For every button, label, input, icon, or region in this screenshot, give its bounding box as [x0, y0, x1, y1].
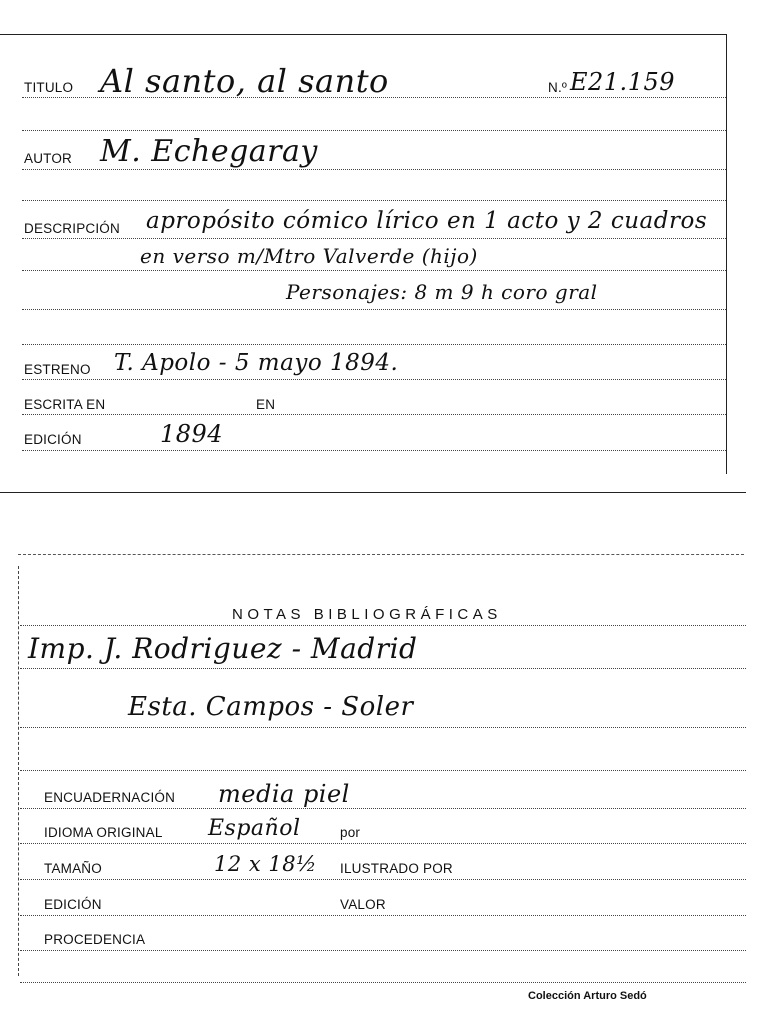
- numero-value: E21.159: [570, 68, 675, 96]
- edicion-line: [22, 450, 726, 451]
- tamano-line: [20, 879, 746, 880]
- card-border-left: [18, 566, 19, 976]
- en-label: EN: [256, 397, 276, 412]
- rule-line: [20, 727, 746, 728]
- edicion-label: EDICIÓN: [24, 432, 82, 447]
- idioma-line: [20, 843, 746, 844]
- descripcion-line-1: apropósito cómico lírico en 1 acto y 2 cuadros: [146, 208, 708, 234]
- catalog-card-back: [0, 540, 759, 1028]
- descripcion-line-3: Personajes: 8 m 9 h coro gral: [286, 280, 598, 304]
- notas-line-1: Imp. J. Rodriguez - Madrid: [28, 632, 418, 665]
- rule-line: [22, 344, 726, 345]
- tamano-label: TAMAÑO: [44, 861, 102, 876]
- escrita-line: [22, 414, 726, 415]
- descripcion-line-2: en verso m/Mtro Valverde (hijo): [140, 244, 478, 268]
- estreno-label: ESTRENO: [24, 362, 91, 377]
- ilustrado-label: ILUSTRADO POR: [340, 861, 453, 876]
- encuadernacion-value: media piel: [218, 780, 350, 808]
- descripcion-label: DESCRIPCIÓN: [24, 221, 120, 236]
- idioma-value: Español: [208, 816, 301, 841]
- coleccion-footer: Colección Arturo Sedó: [528, 990, 647, 1002]
- notas-line: [20, 625, 746, 626]
- card-border-top: [18, 554, 744, 555]
- estreno-value: T. Apolo - 5 mayo 1894.: [114, 350, 399, 376]
- edicion-line: [20, 915, 746, 916]
- procedencia-line: [20, 950, 746, 951]
- tamano-value: 12 x 18½: [214, 852, 317, 876]
- catalog-card-front: [0, 0, 759, 492]
- rule-line: [20, 668, 746, 669]
- edicion-label: EDICIÓN: [44, 897, 102, 912]
- rule-line: [22, 270, 726, 271]
- rule-line: [22, 200, 726, 201]
- card-separator: [0, 492, 746, 493]
- numero-label: N.º: [548, 80, 568, 95]
- rule-line: [22, 130, 726, 131]
- valor-label: VALOR: [340, 897, 386, 912]
- escrita-label: ESCRITA EN: [24, 397, 106, 412]
- titulo-line: [22, 97, 726, 98]
- rule-line: [20, 982, 746, 983]
- por-label: por: [340, 825, 361, 840]
- estreno-line: [22, 379, 726, 380]
- titulo-value: Al santo, al santo: [100, 62, 389, 100]
- card-border-top: [0, 34, 726, 35]
- idioma-label: IDIOMA ORIGINAL: [44, 825, 163, 840]
- encuadernacion-line: [20, 808, 746, 809]
- card-border-right: [726, 34, 727, 474]
- notas-line-2: Esta. Campos - Soler: [128, 692, 414, 722]
- notas-title: NOTAS BIBLIOGRÁFICAS: [232, 606, 502, 623]
- encuadernacion-label: ENCUADERNACIÓN: [44, 790, 176, 805]
- autor-label: AUTOR: [24, 151, 73, 166]
- rule-line: [22, 309, 726, 310]
- descripcion-line: [22, 238, 726, 239]
- autor-value: M. Echegaray: [100, 134, 318, 169]
- autor-line: [22, 169, 726, 170]
- titulo-label: TITULO: [24, 80, 74, 95]
- procedencia-label: PROCEDENCIA: [44, 932, 146, 947]
- rule-line: [20, 770, 746, 771]
- edicion-value: 1894: [160, 420, 224, 448]
